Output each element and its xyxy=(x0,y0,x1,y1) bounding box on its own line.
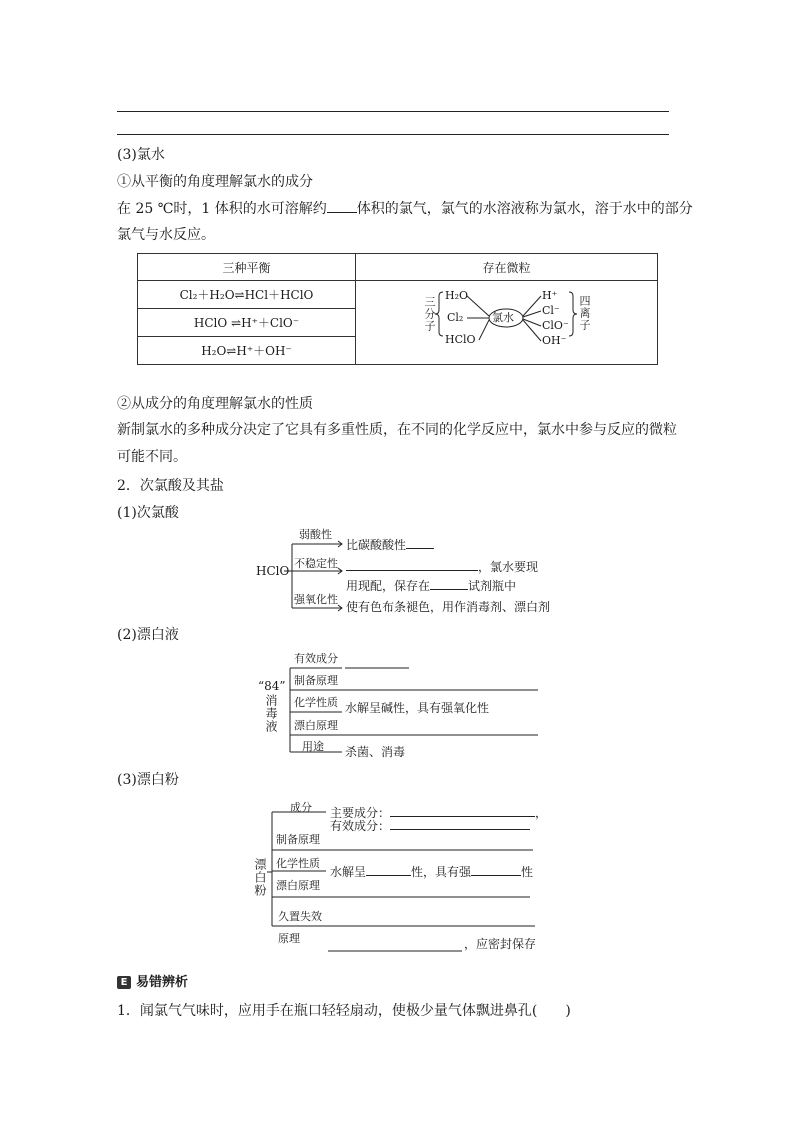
molecule-brace xyxy=(435,292,443,336)
bl-use-text: 杀菌、消毒 xyxy=(345,745,406,759)
bp-active-label: 有效成分： xyxy=(330,819,391,833)
link-h2o xyxy=(467,296,489,316)
bp-chem-a: 水解呈 xyxy=(330,865,367,879)
subsection-hclo: (1)次氯酸 xyxy=(117,505,179,521)
section-title-hypochlorous: 2．次氯酸及其盐 xyxy=(117,478,224,494)
bp-main-end: ， xyxy=(535,806,548,820)
bleach-powder-root: 漂白粉 xyxy=(253,858,267,897)
instability-text-b2: 试剂瓶中 xyxy=(468,579,517,593)
bp-branch-expire-a: 久置失效 xyxy=(278,910,322,923)
chlorine-water-center: 氯水 xyxy=(492,311,514,324)
subheading-equilibrium: ①从平衡的角度理解氯水的成分 xyxy=(117,174,313,190)
instability-text-b1: 用现配，保存在 xyxy=(346,579,431,593)
ion-clo: ClO⁻ xyxy=(542,319,569,332)
ion-oh: OH⁻ xyxy=(542,334,567,347)
paragraph-solubility-a: 在 25 ℃时，1 体积的水可溶解约 xyxy=(117,201,327,217)
link-cl xyxy=(523,311,541,317)
hclo-branch-oxidizing: 强氧化性 xyxy=(294,593,338,606)
bp-branch-chem: 化学性质 xyxy=(276,857,320,870)
molecule-cl2: Cl₂ xyxy=(447,311,464,324)
subsection-bleach-liquid: (2)漂白液 xyxy=(117,627,179,643)
table-header-particles: 存在微粒 xyxy=(356,254,658,281)
error-item-1: 1．闻氯气气味时，应用手在瓶口轻轻扇动，使极少量气体飘进鼻孔( ) xyxy=(117,1003,571,1019)
bl-branch-chem: 化学性质 xyxy=(294,696,338,709)
hclo-branch-weak-acid: 弱酸性 xyxy=(299,528,332,541)
bl-branch-prep: 制备原理 xyxy=(294,674,338,687)
bp-branch-bleach: 漂白原理 xyxy=(276,879,320,892)
paragraph-solubility-b: 体积的氯气，氯气的水溶液称为氯水，溶于水中的部分 xyxy=(356,201,693,217)
bl-branch-bleach: 漂白原理 xyxy=(294,719,338,732)
bl-chem-text: 水解呈碱性，具有强氧化性 xyxy=(345,701,490,715)
bleach-liquid-root-b: 消毒液 xyxy=(264,694,278,733)
bp-branch-components: 成分 xyxy=(290,801,312,814)
subsection-bleach-powder: (3)漂白粉 xyxy=(117,772,179,788)
hclo-root: HClO xyxy=(256,564,290,578)
paragraph-solubility-c: 氯气与水反应。 xyxy=(117,227,215,243)
equation-row-2: HClO ⇌H⁺＋ClO⁻ xyxy=(138,309,356,337)
subheading-properties: ②从成分的角度理解氯水的性质 xyxy=(117,396,313,412)
equation-row-1: Cl₂＋H₂O⇌HCl＋HClO xyxy=(138,281,356,309)
ion-brace xyxy=(569,292,577,336)
paragraph-properties-a: 新制氯水的多种成分决定了它具有多重性质，在不同的化学反应中，氯水中参与反应的微粒 xyxy=(117,422,677,438)
four-ions-label: 四离子 xyxy=(578,295,591,331)
weak-acid-text: 比碳酸酸性 xyxy=(346,538,407,552)
instability-text-a: ，氯水要现 xyxy=(478,560,539,574)
molecule-hclo: HClO xyxy=(445,333,476,346)
bleach-liquid-root-a: “84” xyxy=(258,679,286,693)
bp-expire-text: ，应密封保存 xyxy=(464,937,537,951)
center-ellipse xyxy=(489,309,523,327)
bp-main-label: 主要成分： xyxy=(330,806,391,820)
paragraph-properties-b: 可能不同。 xyxy=(117,449,187,465)
ion-h: H⁺ xyxy=(542,289,558,302)
error-analysis-title: 易错辨析 xyxy=(136,975,189,990)
hclo-oxidizing-text: 使有色布条褪色，用作消毒剂、漂白剂 xyxy=(346,600,551,614)
bp-branch-prep: 制备原理 xyxy=(276,833,320,846)
section-title-chlorine-water: (3)氯水 xyxy=(117,147,165,163)
equation-row-3: H₂O⇌H⁺＋OH⁻ xyxy=(138,337,356,365)
hclo-branch-instability: 不稳定性 xyxy=(294,557,338,570)
bl-branch-use: 用途 xyxy=(302,740,324,753)
bp-chem-c: 性 xyxy=(521,865,534,879)
link-hclo xyxy=(479,320,489,340)
error-analysis-icon: E xyxy=(117,976,131,989)
link-h xyxy=(523,296,541,316)
bp-branch-expire-b: 原理 xyxy=(278,932,300,945)
three-molecules-label: 三分子 xyxy=(423,296,436,332)
bp-chem-b: 性，具有强 xyxy=(411,865,472,879)
link-oh xyxy=(523,320,541,341)
bl-branch-active: 有效成分 xyxy=(294,652,338,665)
molecule-h2o: H₂O xyxy=(445,289,469,302)
table-header-equilibria: 三种平衡 xyxy=(138,254,356,281)
ion-cl: Cl⁻ xyxy=(542,304,560,317)
